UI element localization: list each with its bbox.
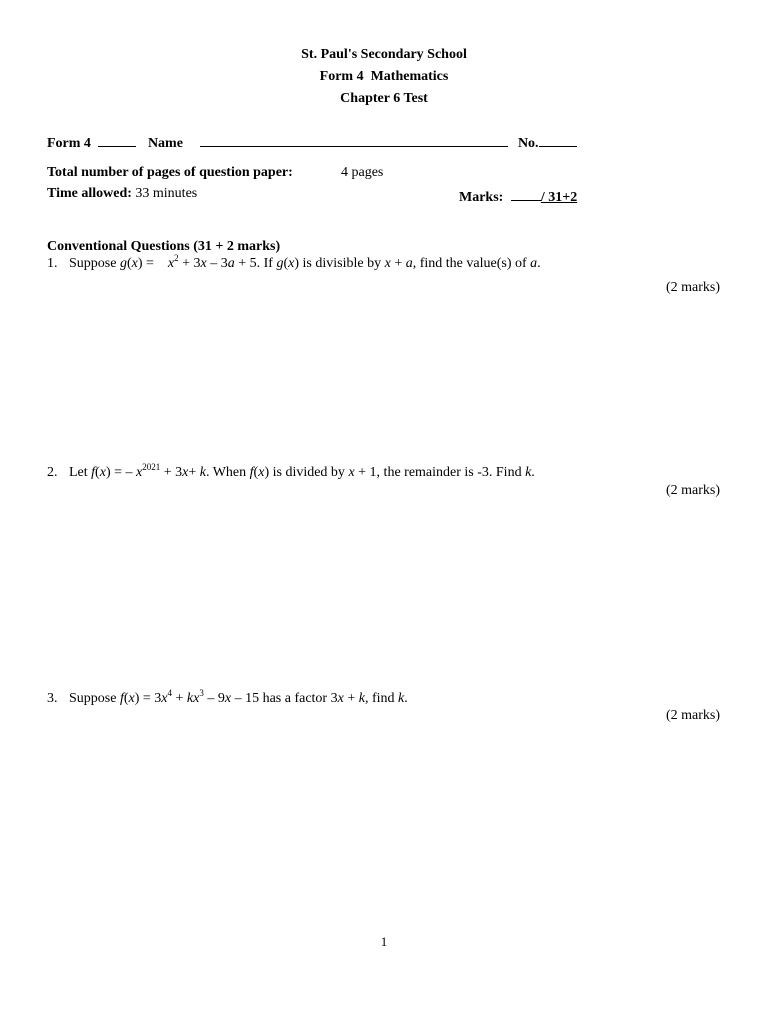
marks-label: Marks: (459, 190, 504, 205)
school-name: St. Paul's Secondary School (301, 47, 467, 62)
section-title: Conventional Questions (31 + 2 marks) (47, 239, 281, 254)
no-label: No. (517, 136, 539, 151)
subject-title: Form 4 Mathematics (319, 69, 449, 84)
question-2-marks: (2 marks) (665, 483, 720, 498)
question-number: 1. (47, 256, 58, 271)
name-label: Name (147, 136, 183, 151)
pages-label: Total number of pages of question paper: (47, 165, 293, 180)
question-1-marks: (2 marks) (665, 280, 720, 295)
time-value: 33 minutes (135, 186, 198, 201)
time-label: Time allowed: (47, 186, 132, 201)
page-number: 1 (380, 934, 388, 949)
marks-line (459, 186, 585, 206)
name-blank[interactable] (200, 132, 508, 147)
question-text: Suppose $f(x) = 3x^4 + kx^3 - 9x - 15$ has a factor 3x + k, find k. (69, 688, 408, 706)
question-text: Suppose g(x) = $x^2 + 3x - 3a + 5$. If g(x) is divisible by x + a, find the value(s) of a. (69, 253, 541, 271)
question-number: 2. (47, 465, 58, 480)
question-1 (47, 253, 541, 272)
question-number: 3. (47, 691, 58, 706)
form-class-blank[interactable] (98, 132, 136, 147)
marks-total: / 31+2 (540, 190, 578, 205)
time-line (47, 186, 197, 202)
pages-value: 4 pages (341, 165, 384, 180)
question-text: Let f(x) = – $x^{2021} + 3x+ k$. When f(x) is divided by x + 1, the remainder is -3. Find k. (69, 462, 535, 480)
question-2 (47, 462, 535, 481)
student-line (47, 132, 577, 152)
question-3-marks: (2 marks) (665, 708, 720, 723)
form-label: Form 4 (47, 136, 91, 151)
marks-blank[interactable] (511, 186, 541, 201)
number-blank[interactable] (539, 132, 577, 147)
test-title: Chapter 6 Test (340, 91, 428, 106)
question-3 (47, 688, 408, 707)
